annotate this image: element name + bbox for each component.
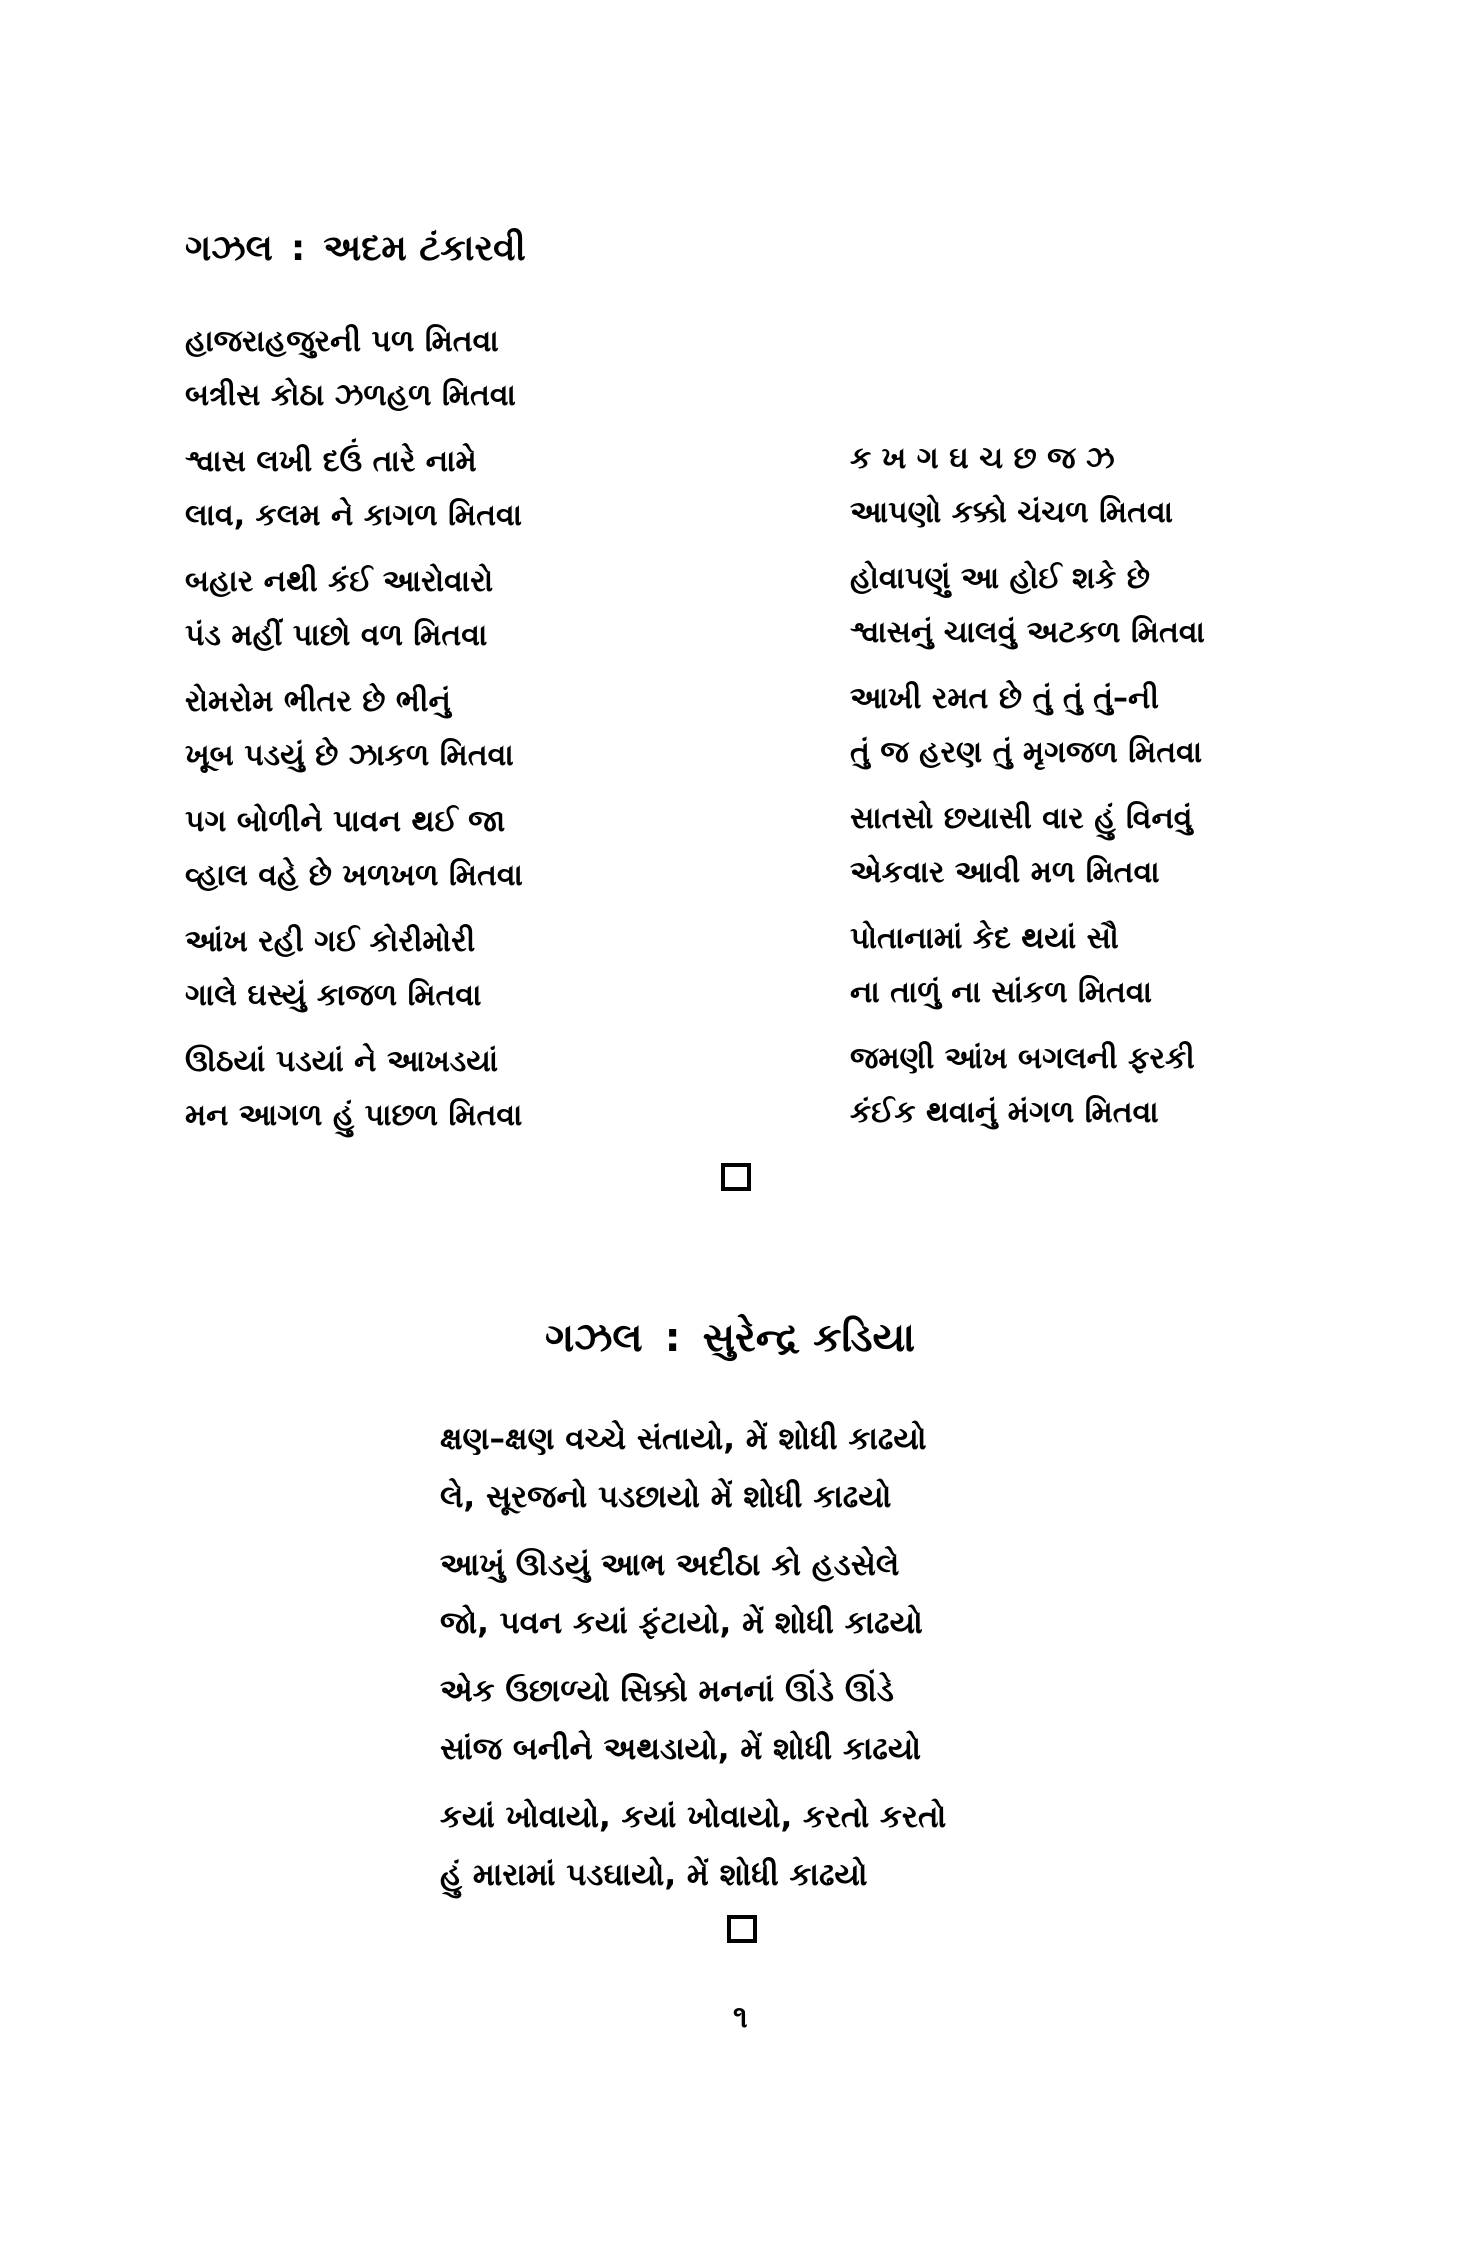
stanza — [185, 915, 523, 1023]
verse-line: આખી રમત છે તું તું તું–ની — [850, 681, 1159, 716]
verse-line: રોમરોમ ભીતર છે ભીનું — [185, 684, 451, 719]
stanza — [850, 792, 1205, 900]
stanza — [185, 315, 523, 423]
stanza — [440, 1788, 946, 1904]
ghazal1-author: અદમ ટંકારવી — [323, 228, 526, 269]
ghazal1-separator: : — [290, 228, 306, 269]
verse-line: મન આગળ હું પાછળ મિતવા — [185, 1098, 523, 1133]
verse-line: શ્વાસ લખી દઉં તારે નામે — [185, 444, 477, 479]
verse-line: જમણી આંખ બગલની ફરકી — [850, 1041, 1195, 1076]
stanza — [440, 1536, 946, 1652]
verse-line: જો, પવન કયાં ફંટાયો, મેં શોધી કાઢયો — [440, 1605, 923, 1641]
stanza — [185, 435, 523, 543]
verse-line: પોતાનામાં કેદ થયાં સૌ — [850, 921, 1119, 956]
verse-line: ગાલે ઘસ્યું કાજળ મિતવા — [185, 978, 482, 1013]
verse-line: ક ખ ગ ઘ ચ છ જ ઝ — [850, 441, 1115, 476]
stanza — [185, 1035, 523, 1143]
stanza — [850, 672, 1205, 780]
stanza — [185, 555, 523, 663]
verse-line: ઊઠયાં પડયાં ને આખડયાં — [185, 1044, 499, 1079]
ghazal1-right-column — [850, 432, 1205, 1152]
verse-line: આખું ઊડયું આભ અદીઠા કો હડસેલે — [440, 1547, 900, 1583]
ghazal1-title: ગઝલ — [185, 228, 273, 269]
verse-line: લે, સૂરજનો પડછાયો મેં શોધી કાઢયો — [440, 1479, 892, 1515]
verse-line: હું મારામાં પડઘાયો, મેં શોધી કાઢયો — [440, 1857, 868, 1893]
verse-line: તું જ હરણ તું મૃગજળ મિતવા — [850, 735, 1203, 770]
verse-line: આપણો કક્કો ચંચળ મિતવા — [850, 495, 1174, 530]
stanza — [185, 795, 523, 903]
stanza — [850, 912, 1205, 1020]
verse-line: કયાં ખોવાયો, કયાં ખોવાયો, કરતો કરતો — [440, 1799, 947, 1835]
stanza — [850, 552, 1205, 660]
stanza — [440, 1410, 946, 1526]
verse-line: બહાર નથી કંઈ આરોવારો — [185, 564, 494, 599]
stanza — [850, 1032, 1205, 1140]
verse-line: હોવાપણું આ હોઈ શકે છે — [850, 561, 1150, 596]
stanza — [850, 432, 1205, 540]
verse-line: સાંજ બનીને અથડાયો, મેં શોધી કાઢયો — [440, 1731, 921, 1767]
verse-line: ક્ષણ–ક્ષણ વચ્ચે સંતાયો, મેં શોધી કાઢયો — [440, 1421, 927, 1457]
verse-line: વ્હાલ વહે છે ખળખળ મિતવા — [185, 858, 523, 893]
verse-line: ખૂબ પડયું છે ઝાકળ મિતવા — [185, 738, 514, 773]
stanza — [185, 675, 523, 783]
verse-line: આંખ રહી ગઈ કોરીમોરી — [185, 924, 476, 959]
stanza — [440, 1662, 946, 1778]
verse-line: કંઈક થવાનું મંગળ મિતવા — [850, 1095, 1159, 1130]
ghazal2-separator: : — [664, 1315, 681, 1361]
ghazal2-title: ગઝલ — [545, 1315, 643, 1361]
verse-line: હાજરાહજુરની પળ મિતવા — [185, 324, 499, 359]
verse-line: ના તાળું ના સાંકળ મિતવા — [850, 975, 1152, 1010]
verse-line: બત્રીસ કોઠા ઝળહળ મિતવા — [185, 378, 516, 413]
verse-line: શ્વાસનું ચાલવું અટકળ મિતવા — [850, 615, 1205, 650]
section-end-box-icon — [727, 1915, 757, 1943]
verse-line: એક ઉછાળ્યો સિક્કો મનનાં ઊંડે ઊંડે — [440, 1673, 894, 1709]
verse-line: સાતસો છયાસી વાર હું વિનવું — [850, 801, 1193, 836]
verse-line: પગ બોળીને પાવન થઈ જા — [185, 804, 506, 839]
ghazal2-author: સુરેન્દ્ર કડિયા — [702, 1315, 916, 1361]
page-number: ૧ — [733, 2000, 748, 2035]
ghazal1-left-column — [185, 315, 523, 1155]
ghazal2-heading — [545, 1315, 915, 1361]
verse-line: લાવ, કલમ ને કાગળ મિતવા — [185, 498, 523, 533]
section-end-box-icon — [721, 1163, 751, 1191]
verse-line: એકવાર આવી મળ મિતવા — [850, 855, 1160, 890]
verse-line: પંડ મહીં પાછો વળ મિતવા — [185, 618, 488, 653]
ghazal2-column — [440, 1410, 946, 1914]
ghazal1-heading — [185, 228, 526, 270]
